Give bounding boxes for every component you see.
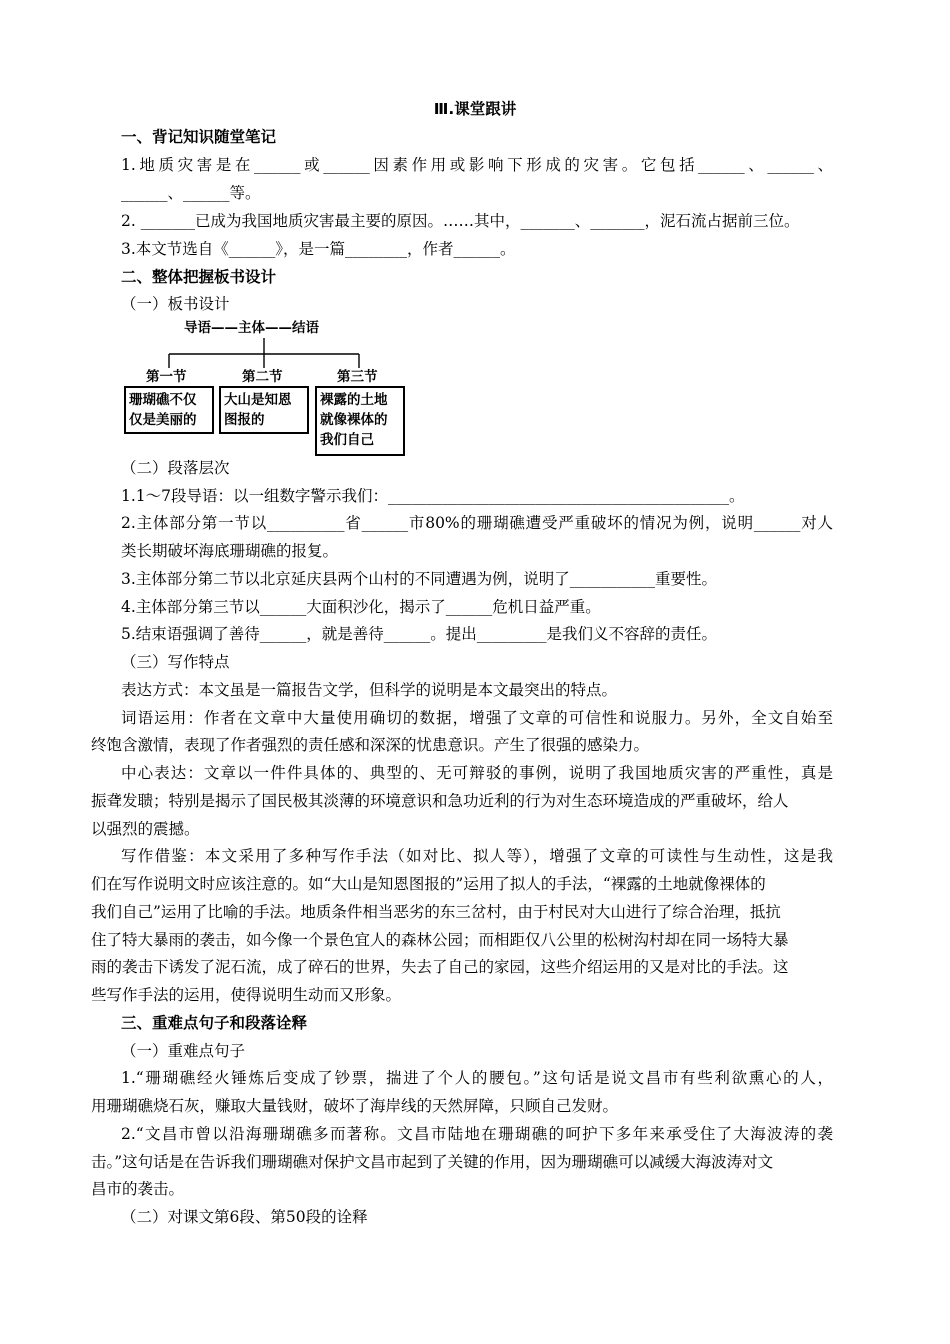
- subheading-paragraph-levels: （二）段落层次: [121, 459, 230, 477]
- writing-reference-5: 雨的袭击下诱发了泥石流，成了碎石的世界，失去了自己的家园，这些介绍运用的又是对比的手法。这: [91, 958, 789, 976]
- blackboard-diagram: [124, 318, 406, 460]
- paragraph-level-1: 1.1～7段导语：以一组数字警示我们：____________________________________________。: [121, 487, 745, 505]
- diagram-box-3: [315, 386, 405, 456]
- writing-reference-4: 住了特大暴雨的袭击，如今像一个景色宜人的森林公园；而相距仅八公里的松树沟村却在同一场特大暴: [91, 931, 789, 949]
- paragraph-level-5: 5.结束语强调了善待______，就是善待______。提出_________是我们义不容辞的责任。: [121, 625, 718, 643]
- key-sentence-2c: 昌市的袭击。: [91, 1180, 185, 1198]
- diagram-box-1-line-2: 仅是美丽的: [129, 412, 197, 428]
- diagram-box-2-line-2: 图报的: [224, 412, 265, 428]
- diagram-box-1: [124, 386, 214, 434]
- writing-reference-6: 些写作手法的运用，使得说明生动而又形象。: [91, 986, 402, 1004]
- writing-wording-2: 终饱含激情，表现了作者强烈的责任感和深深的忧患意识。产生了很强的感染力。: [91, 736, 650, 754]
- writing-center-2: 振聋发聩；特别是揭示了国民极其淡薄的环境意识和急功近利的行为对生态环境造成的严重破坏，给人: [91, 792, 789, 810]
- paragraph-level-3: 3.主体部分第二节以北京延庆县两个山村的不同遭遇为例，说明了___________重要性。: [121, 570, 718, 588]
- diagram-box-2-line-1: 大山是知恩: [224, 392, 292, 408]
- diagram-box-3-line-2: 就像裸体的: [320, 412, 388, 428]
- diagram-top-label: 导语——主体——结语: [184, 320, 319, 336]
- writing-wording-1: 词语运用：作者在文章中大量使用确切的数据，增强了文章的可信性和说服力。另外，全文自始至: [121, 709, 833, 727]
- notes-line-4: 3.本文节选自《______》，是一篇________，作者______。: [121, 240, 516, 258]
- writing-center-3: 以强烈的震撼。: [91, 820, 200, 838]
- notes-line-2: ______、______等。: [121, 184, 261, 202]
- section-heading-notes: 一、背记知识随堂笔记: [121, 128, 277, 146]
- writing-reference-2: 们在写作说明文时应该注意的。如“大山是知恩图报的”运用了拟人的手法，“裸露的土地就像裸体的: [91, 875, 766, 893]
- diagram-node-2-label: 第二节: [242, 369, 283, 385]
- key-sentence-1b: 用珊瑚礁烧石灰，赚取大量钱财，破坏了海岸线的天然屏障，只顾自己发财。: [91, 1097, 619, 1115]
- key-sentence-1a: 1.“珊瑚礁经火锤炼后变成了钞票，揣进了个人的腰包。”这句话是说文昌市有些利欲熏心的人，: [121, 1069, 833, 1087]
- diagram-node-1-label: 第一节: [146, 369, 187, 385]
- diagram-node-3-label: 第三节: [337, 369, 378, 385]
- writing-expression: 表达方式：本文虽是一篇报告文学，但科学的说明是本文最突出的特点。: [121, 681, 618, 699]
- diagram-box-1-line-1: 珊瑚礁不仅: [129, 392, 197, 408]
- writing-reference-3: 我们自己”运用了比喻的手法。地质条件相当恶劣的东三岔村，由于村民对大山进行了综合治理，抵抗: [91, 903, 781, 921]
- section-heading-blackboard: 二、整体把握板书设计: [121, 268, 277, 286]
- notes-line-3: 2. _______已成为我国地质灾害最主要的原因。……其中，_______、_______，泥石流占据前三位。: [121, 212, 800, 230]
- subheading-key-sentences: （一）重难点句子: [121, 1042, 246, 1060]
- paragraph-level-2a: 2.主体部分第一节以__________省______市80%的珊瑚礁遭受严重破坏的情况为例，说明______对人: [121, 514, 833, 532]
- writing-center-1: 中心表达：文章以一件件具体的、典型的、无可辩驳的事例，说明了我国地质灾害的严重性，真是: [121, 764, 833, 782]
- subheading-writing-features: （三）写作特点: [121, 653, 230, 671]
- key-sentence-2b: 击。”这句话是在告诉我们珊瑚礁对保护文昌市起到了关键的作用，因为珊瑚礁可以减缓大海波涛对文: [91, 1153, 774, 1171]
- key-sentence-2a: 2.“文昌市曾以沿海珊瑚礁多而著称。文昌市陆地在珊瑚礁的呵护下多年来承受住了大海波涛的袭: [121, 1125, 833, 1143]
- section-heading-key-sentences: 三、重难点句子和段落诠释: [121, 1014, 308, 1032]
- paragraph-level-2b: 类长期破坏海底珊瑚礁的报复。: [121, 542, 339, 560]
- paragraph-level-4: 4.主体部分第三节以______大面积沙化，揭示了______危机日益严重。: [121, 598, 601, 616]
- subheading-paragraph-notes: （二）对课文第6段、第50段的诠释: [121, 1208, 368, 1226]
- subheading-blackboard-design: （一）板书设计: [121, 295, 230, 313]
- diagram-box-2: [219, 386, 309, 434]
- diagram-box-3-line-3: 我们自己: [320, 432, 374, 448]
- diagram-box-3-line-1: 裸露的土地: [320, 392, 388, 408]
- writing-reference-1: 写作借鉴：本文采用了多种写作手法（如对比、拟人等），增强了文章的可读性与生动性，这是我: [121, 847, 833, 865]
- notes-line-1: 1.地质灾害是在______或______因素作用或影响下形成的灾害。它包括______、______、: [121, 156, 833, 174]
- page-title: Ⅲ.课堂跟讲: [433, 100, 517, 118]
